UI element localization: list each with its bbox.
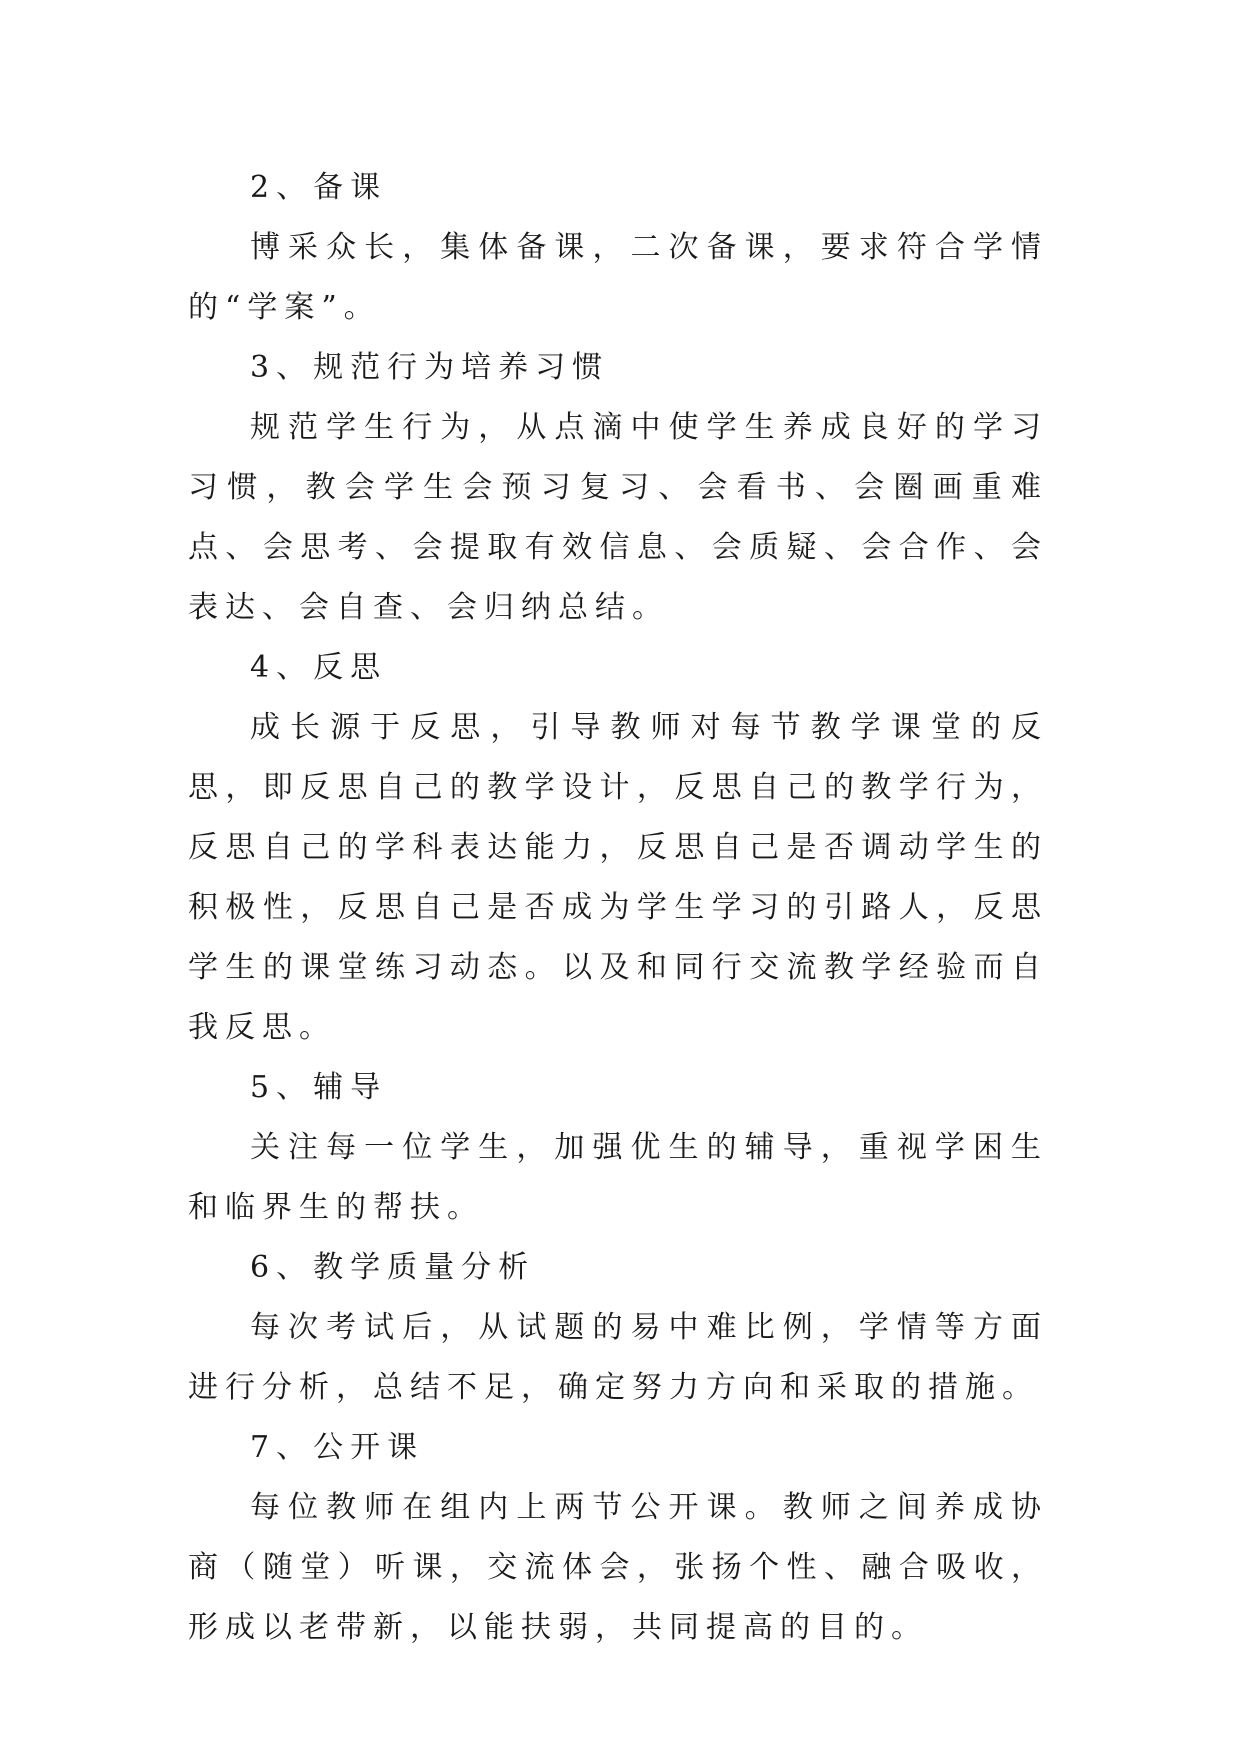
section-body-quality-analysis: 每次考试后，从试题的易中难比例，学情等方面进行分析，总结不足，确定努力方向和采取的措施。 — [188, 1310, 1048, 1405]
section-heading-open-class: 7、公开课 — [250, 1430, 425, 1465]
section-body-tutoring: 关注每一位学生，加强优生的辅导，重视学困生和临界生的帮扶。 — [188, 1130, 1048, 1225]
section-body-behavior: 规范学生行为，从点滴中使学生养成良好的学习习惯，教会学生会预习复习、会看书、会圈画重难点、会思考、会提取有效信息、会质疑、会合作、会表达、会自查、会归纳总结。 — [188, 410, 1048, 625]
section-heading-reflection: 4、反思 — [250, 650, 388, 685]
section-heading-quality-analysis: 6、教学质量分析 — [250, 1250, 536, 1285]
section-body-open-class: 每位教师在组内上两节公开课。教师之间养成协商（随堂）听课，交流体会，张扬个性、融合吸收，形成以老带新，以能扶弱，共同提高的目的。 — [188, 1490, 1048, 1645]
section-heading-prep: 2、备课 — [250, 170, 388, 205]
section-body-prep: 博采众长，集体备课，二次备课，要求符合学情的“学案”。 — [188, 230, 1048, 325]
section-heading-behavior: 3、规范行为培养习惯 — [250, 350, 610, 385]
section-body-reflection: 成长源于反思，引导教师对每节教学课堂的反思，即反思自己的教学设计，反思自己的教学行为，反思自己的学科表达能力，反思自己是否调动学生的积极性，反思自己是否成为学生学习的引路人，反思学生的课堂练习动态。以及和同行交流教学经验而自我反思。 — [188, 710, 1048, 1045]
document-body — [188, 158, 1048, 1658]
section-heading-tutoring: 5、辅导 — [250, 1070, 388, 1105]
